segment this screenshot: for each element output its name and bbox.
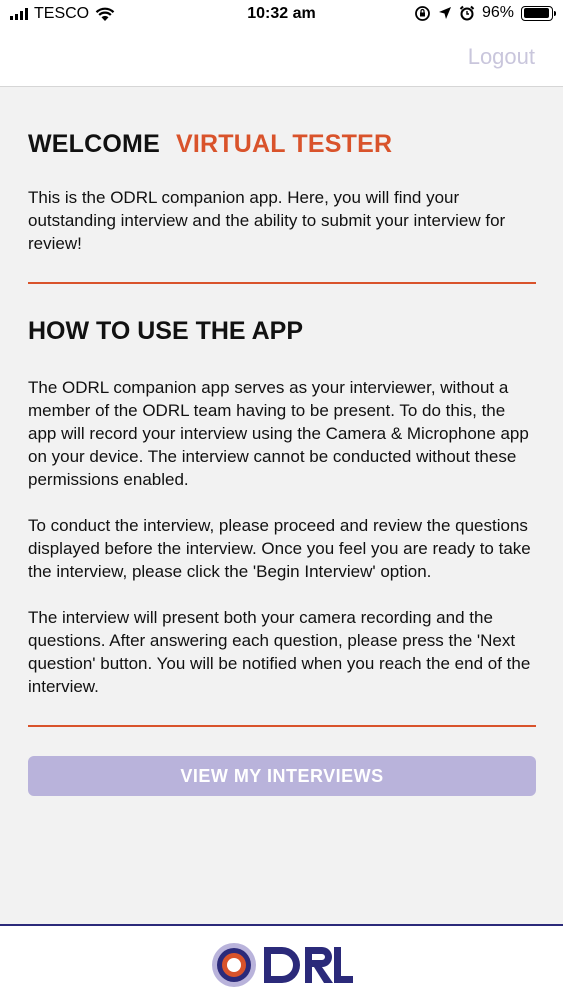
carrier-name: TESCO xyxy=(34,5,90,22)
how-to-paragraph-3: The interview will present both your camera recording and the questions. After answering each question, please press the 'Next question' button. You will be notified when you reach the end of the interview. xyxy=(28,608,531,696)
orientation-lock-icon xyxy=(414,5,431,22)
divider xyxy=(28,282,536,284)
odrl-logo xyxy=(210,940,355,990)
app-header xyxy=(0,30,563,87)
status-bar xyxy=(0,0,563,30)
logout-button[interactable]: Logout xyxy=(467,44,535,69)
battery-percent: 96% xyxy=(481,4,514,21)
divider xyxy=(28,725,536,727)
user-name: VIRTUAL TESTER xyxy=(175,130,393,158)
intro-text: This is the ODRL companion app. Here, you will find your outstanding interview and the ability to submit your interview for review! xyxy=(28,188,506,253)
view-my-interviews-button[interactable]: VIEW MY INTERVIEWS xyxy=(28,756,536,796)
how-to-paragraph-2: To conduct the interview, please proceed and review the questions displayed before the interview. Once you feel you are ready to take the interview, please click the 'Begin Interview' option. xyxy=(28,516,531,581)
alarm-icon xyxy=(459,5,475,21)
location-icon xyxy=(438,6,452,20)
how-to-title: HOW TO USE THE APP xyxy=(28,317,304,345)
main-content xyxy=(28,87,536,796)
welcome-heading xyxy=(28,129,536,159)
how-to-paragraph-1: The ODRL companion app serves as your interviewer, without a member of the ODRL team having to be present. To do this, the app will record your interview using the Camera & Microphone app on your device. The interview cannot be conducted without these permissions enabled. xyxy=(28,378,529,489)
battery-fill xyxy=(524,8,550,18)
battery-icon xyxy=(521,6,553,21)
footer xyxy=(0,924,563,1000)
status-time: 10:32 am xyxy=(247,5,316,22)
welcome-prefix: WELCOME xyxy=(28,130,160,158)
status-right xyxy=(414,4,553,22)
